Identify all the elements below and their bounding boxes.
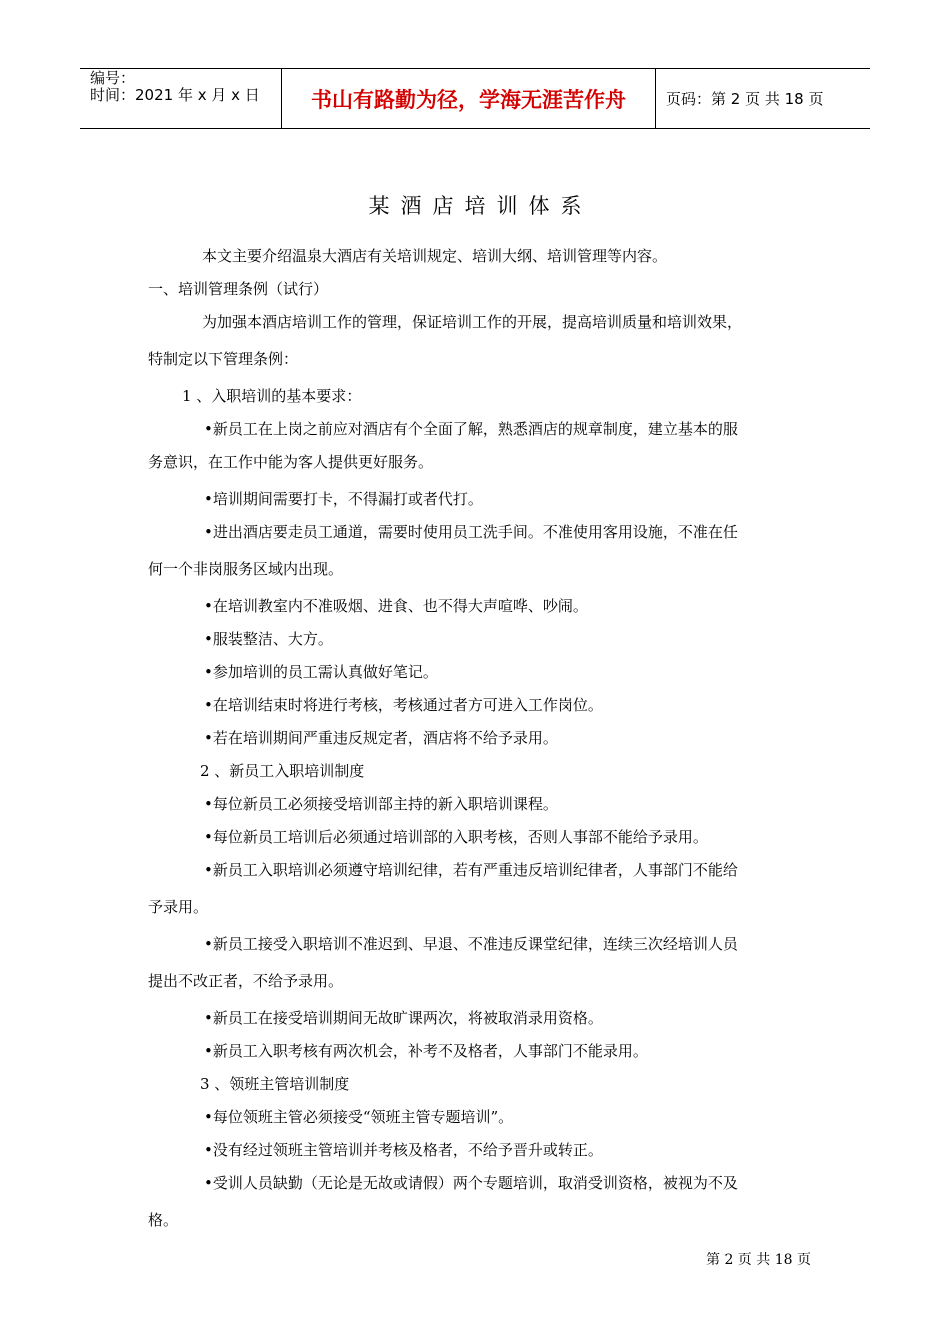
header-divider-right: [655, 68, 656, 129]
list-item-continuation: 何一个非岗服务区域内出现。: [148, 560, 344, 578]
list-item: •在培训结束时将进行考核，考核通过者方可进入工作岗位。: [204, 696, 603, 714]
list-item-continuation: 提出不改正者，不给予录用。: [148, 972, 344, 990]
list-item-continuation: 予录用。: [148, 898, 209, 916]
header-page-info: 页码：第 2 页 共 18 页: [666, 90, 824, 108]
list-item-continuation: 务意识，在工作中能为客人提供更好服务。: [148, 453, 434, 471]
list-item: •参加培训的员工需认真做好笔记。: [204, 663, 438, 681]
list-item: •培训期间需要打卡，不得漏打或者代打。: [204, 490, 483, 508]
header-number-label: 编号：: [90, 69, 136, 87]
list-item: •新员工接受入职培训不准迟到、早退、不准违反课堂纪律，连续三次经培训人员: [204, 935, 738, 953]
list-item: •受训人员缺勤（无论是无故或请假）两个专题培训，取消受训资格，被视为不及: [204, 1174, 738, 1192]
header-time-label: 时间：2021 年 x 月 x 日: [90, 86, 260, 104]
subsection-heading: 3 、领班主管培训制度: [200, 1075, 350, 1093]
section-heading: 一、培训管理条例（试行）: [148, 280, 329, 298]
list-item: •在培训教室内不准吸烟、进食、也不得大声喧哗、吵闹。: [204, 597, 588, 615]
page-header: [80, 68, 870, 129]
intro-paragraph: 本文主要介绍温泉大酒店有关培训规定、培训大纲、培训管理等内容。: [202, 247, 668, 265]
list-item: •新员工在上岗之前应对酒店有个全面了解，熟悉酒店的规章制度，建立基本的服: [204, 420, 738, 438]
list-item: •每位领班主管必须接受“领班主管专题培训”。: [204, 1108, 514, 1126]
list-item: •新员工在接受培训期间无故旷课两次，将被取消录用资格。: [204, 1009, 603, 1027]
header-motto: 书山有路勤为径，学海无涯苦作舟: [311, 87, 626, 112]
document-title: 某酒店培训体系: [368, 194, 593, 218]
subsection-heading: 1 、入职培训的基本要求：: [182, 387, 362, 405]
list-item: •进出酒店要走员工通道，需要时使用员工洗手间。不准使用客用设施，不准在任: [204, 523, 738, 541]
list-item: •没有经过领班主管培训并考核及格者，不给予晋升或转正。: [204, 1141, 603, 1159]
list-item: •新员工入职培训必须遵守培训纪律，若有严重违反培训纪律者，人事部门不能给: [204, 861, 738, 879]
page-footer: 第 2 页 共 18 页: [706, 1252, 811, 1268]
list-item: •新员工入职考核有两次机会，补考不及格者，人事部门不能录用。: [204, 1042, 648, 1060]
list-item: •若在培训期间严重违反规定者，酒店将不给予录用。: [204, 729, 558, 747]
paragraph-line: 特制定以下管理条例：: [148, 350, 299, 368]
list-item-continuation: 格。: [148, 1211, 179, 1229]
list-item: •每位新员工必须接受培训部主持的新入职培训课程。: [204, 795, 558, 813]
list-item: •每位新员工培训后必须通过培训部的入职考核，否则人事部不能给予录用。: [204, 828, 708, 846]
document-body: [148, 240, 808, 1241]
header-meta: [90, 70, 280, 104]
list-item: •服装整洁、大方。: [204, 630, 333, 648]
paragraph-line: 为加强本酒店培训工作的管理，保证培训工作的开展，提高培训质量和培训效果，: [202, 313, 743, 331]
subsection-heading: 2 、新员工入职培训制度: [200, 762, 365, 780]
